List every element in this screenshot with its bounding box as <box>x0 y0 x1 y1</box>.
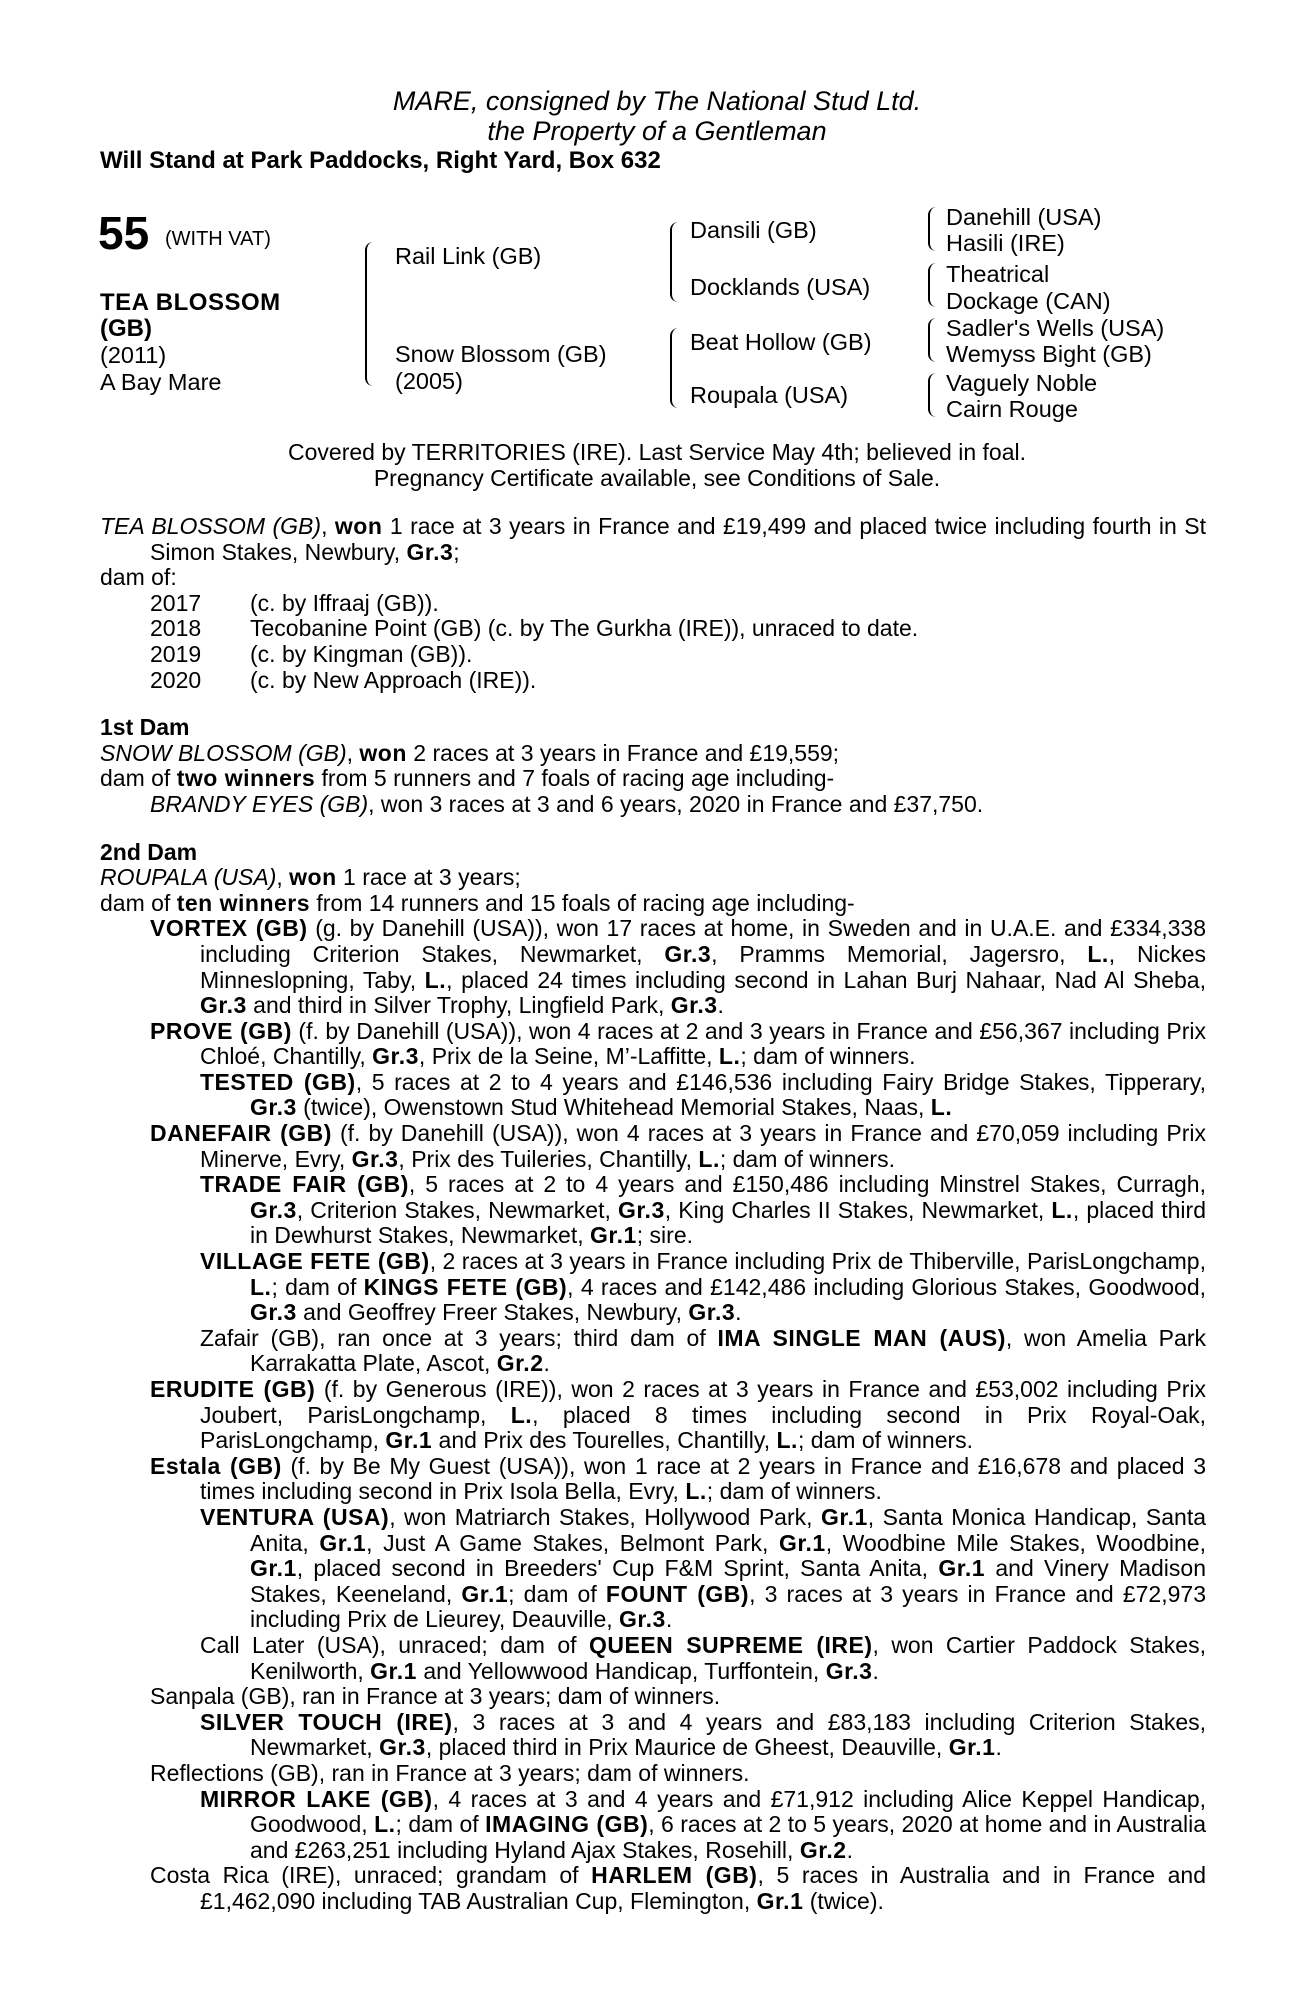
pedigree-g3-2: Hasili (IRE) <box>946 230 1065 256</box>
entry-text: (f. by Danehill (USA)), won 4 races at 3 years in France and £70,059 including Prix Minerve, Evry, <box>200 1120 1206 1172</box>
entry-text: , Prix des Tuileries, Chantilly, <box>398 1145 699 1172</box>
listed-label: L. <box>930 1094 953 1121</box>
entry-text: , 4 races at 3 and 4 years and £71,912 including Alice Keppel Handicap, Goodwood, <box>250 1785 1206 1838</box>
listed-label: L. <box>374 1811 396 1838</box>
entry-call-later <box>100 1633 1206 1684</box>
grade-label: Gr.3 <box>688 1299 736 1326</box>
pedigree-dam-year: (2005) <box>395 368 463 394</box>
grade-label: Gr.1 <box>250 1555 297 1582</box>
grade-label: Gr.3 <box>670 992 718 1019</box>
entry-text: Zafair (GB), ran once at 3 years; third dam of <box>200 1324 718 1351</box>
entry-text: , won Amelia Park Karrakatta Plate, Ascot, <box>250 1324 1206 1377</box>
won-label: won <box>289 864 337 891</box>
pedigree-sire-dam: Docklands (USA) <box>690 274 871 300</box>
entry-text: and Prix des Tourelles, Chantilly, <box>432 1427 777 1454</box>
entry-text: , Santa Monica Handicap, Santa Anita, <box>250 1503 1206 1556</box>
horse-name: KINGS FETE (GB) <box>363 1273 568 1300</box>
progeny-name: BRANDY EYES (GB) <box>150 790 369 817</box>
grade-label: Gr.3 <box>825 1657 873 1684</box>
listed-label: L. <box>698 1145 720 1172</box>
entry-text: ; dam of <box>395 1811 486 1838</box>
progeny-text: (c. by Kingman (GB)). <box>250 640 473 667</box>
entry-text: ; dam of <box>271 1273 364 1300</box>
first-dam-name: SNOW BLOSSOM (GB) <box>100 739 347 766</box>
entry-village-fete <box>100 1249 1206 1326</box>
progeny-row <box>100 591 1206 617</box>
entry-text: , 3 races at 3 and 4 years and £83,183 including Criterion Stakes, Newmarket, <box>250 1708 1206 1761</box>
grade-label: Gr.3 <box>617 1196 665 1223</box>
progeny-year: 2017 <box>150 589 202 616</box>
first-dam-heading: 1st Dam <box>100 714 190 741</box>
pedigree-brace-sire-dam <box>365 242 375 386</box>
header-line-2: the Property of a Gentleman <box>487 116 827 146</box>
entry-reflections: Reflections (GB), ran in France at 3 years; dam of winners. <box>150 1759 750 1786</box>
entry-text: ; dam of winners. <box>740 1043 916 1070</box>
horse-name: VENTURA (USA) <box>200 1503 390 1530</box>
grade-label: Gr.1 <box>590 1222 637 1249</box>
entry-text: and Yellowwood Handicap, Turffontein, <box>416 1657 826 1684</box>
horse-description: A Bay Mare <box>100 369 222 395</box>
entry-text: , placed second in Breeders' Cup F&M Sprint, Santa Anita, <box>296 1555 939 1582</box>
grade-label: Gr.2 <box>496 1350 544 1377</box>
grade-label: Gr.3 <box>351 1145 399 1172</box>
entry-text: . <box>717 992 724 1019</box>
dam-of-post: from 5 runners and 7 foals of racing age including- <box>315 765 835 792</box>
entry-text: , Pramms Memorial, Jagersro, <box>711 940 1088 967</box>
progeny-row <box>100 642 1206 668</box>
grade-label: Gr.3 <box>406 538 454 565</box>
pedigree-g3-6: Wemyss Bight (GB) <box>946 341 1152 367</box>
entry-text: (f. by Generous (IRE)), won 2 races at 3 years in France and £53,002 including Prix Joubert, ParisLongchamp, <box>200 1376 1206 1428</box>
listed-label: L. <box>718 1043 741 1070</box>
first-dam-text: 2 races at 3 years in France and £19,559; <box>406 739 840 766</box>
horse-name: PROVE (GB) <box>150 1017 292 1044</box>
entry-text: , 5 races at 2 to 4 years and £150,486 including Minstrel Stakes, Curragh, <box>408 1171 1206 1198</box>
entry-text: ; dam of winners. <box>719 1145 895 1172</box>
horse-name: IMAGING (GB) <box>485 1811 649 1838</box>
grade-label: Gr.3 <box>200 992 247 1019</box>
grade-label: Gr.3 <box>379 1734 426 1761</box>
second-dam-heading: 2nd Dam <box>100 838 198 865</box>
horse-country: (GB) <box>100 315 152 342</box>
horse-name: SILVER TOUCH (IRE) <box>200 1708 453 1735</box>
entry-text: , won Cartier Paddock Stakes, Kenilworth, <box>250 1631 1206 1684</box>
entry-zafair <box>100 1326 1206 1377</box>
grade-label: Gr.1 <box>461 1580 509 1607</box>
pedigree-brace-g3-3 <box>928 318 938 362</box>
progeny-row <box>100 668 1206 694</box>
listed-label: L. <box>1087 940 1109 967</box>
grade-label: Gr.1 <box>948 1734 996 1761</box>
progeny-list <box>100 591 1206 693</box>
pedigree-g3-8: Cairn Rouge <box>946 396 1078 422</box>
horse-year: (2011) <box>100 342 167 368</box>
horse-name: MIRROR LAKE (GB) <box>200 1785 433 1812</box>
listed-label: L. <box>250 1273 272 1300</box>
horse-name: QUEEN SUPREME (IRE) <box>588 1631 873 1658</box>
entry-text: . <box>543 1350 550 1377</box>
entry-text: , won Matriarch Stakes, Hollywood Park, <box>389 1503 821 1530</box>
entry-text: , placed third in Dewhurst Stakes, Newmarket, <box>250 1196 1206 1249</box>
entry-prove <box>100 1019 1206 1070</box>
entry-text: , King Charles II Stakes, Newmarket, <box>664 1196 1052 1223</box>
entry-text: . <box>735 1299 742 1326</box>
horse-name: TESTED (GB) <box>200 1068 356 1095</box>
entry-trade-fair <box>100 1172 1206 1249</box>
won-label: won <box>359 739 407 766</box>
horse-name: Estala (GB) <box>150 1452 282 1479</box>
second-dam-text: 1 race at 3 years; <box>336 864 521 891</box>
pedigree-sire: Rail Link (GB) <box>395 243 542 269</box>
entry-text: Call Later (USA), unraced; dam of <box>200 1631 589 1658</box>
grade-label: Gr.1 <box>778 1529 826 1556</box>
grade-label: Gr.1 <box>756 1887 804 1914</box>
entry-text: , placed 8 times including second in Prix Royal-Oak, ParisLongchamp, <box>200 1401 1206 1454</box>
entry-estala <box>100 1454 1206 1505</box>
entry-text: and Geoffrey Freer Stakes, Newbury, <box>296 1299 689 1326</box>
entry-text: (g. by Danehill (USA)), won 17 races at home, in Sweden and in U.A.E. and £334,338 including Criterion Stakes, Newmarket, <box>200 915 1207 967</box>
grade-label: Gr.3 <box>664 940 712 967</box>
horse-name: FOUNT (GB) <box>605 1580 750 1607</box>
horse-name-italic: TEA BLOSSOM (GB) <box>100 513 322 539</box>
first-dam-produce <box>100 766 1206 792</box>
header-line-1: MARE, consigned by The National Stud Ltd. <box>392 86 922 116</box>
entry-ventura <box>100 1505 1206 1633</box>
entry-mirror-lake <box>100 1787 1206 1864</box>
grade-label: Gr.1 <box>370 1657 417 1684</box>
winners-label: two winners <box>176 765 316 792</box>
pedigree-sire-sire: Dansili (GB) <box>690 217 817 243</box>
entry-text: , Criterion Stakes, Newmarket, <box>296 1196 618 1223</box>
entry-text: and third in Silver Trophy, Lingfield Park, <box>246 992 671 1019</box>
entry-text: , Prix de la Seine, M’-Laffitte, <box>418 1043 719 1070</box>
covered-line-1: Covered by TERRITORIES (IRE). Last Service May 4th; believed in foal. <box>288 439 1026 465</box>
grade-label: Gr.3 <box>250 1094 297 1121</box>
pedigree-g3-1: Danehill (USA) <box>946 204 1102 230</box>
second-dam-name: ROUPALA (USA) <box>100 864 277 891</box>
entry-text: ; dam of <box>508 1580 606 1607</box>
header-line-3: Will Stand at Park Paddocks, Right Yard, Box 632 <box>100 147 661 174</box>
entry-text: , Just A Game Stakes, Belmont Park, <box>366 1529 779 1556</box>
entry-text: ; dam of winners. <box>797 1427 974 1454</box>
entry-text: . <box>995 1734 1002 1761</box>
winners-label: ten winners <box>176 889 311 916</box>
lot-number: 55 <box>98 207 150 259</box>
entry-text: , 2 races at 3 years in France including Prix de Thiberville, ParisLongchamp, <box>429 1248 1206 1275</box>
progeny-text: (c. by Iffraaj (GB)). <box>250 589 439 616</box>
listed-label: L. <box>1051 1196 1073 1223</box>
dam-of-text: dam of <box>100 889 177 916</box>
horse-name: TEA BLOSSOM <box>100 289 281 316</box>
entry-vortex <box>100 916 1206 1018</box>
listed-label: L. <box>685 1478 707 1505</box>
grade-label: Gr.1 <box>319 1529 367 1556</box>
pedigree-g3-3: Theatrical <box>946 261 1050 287</box>
horse-name: IMA SINGLE MAN (AUS) <box>717 1324 1006 1351</box>
progeny-row <box>100 616 1206 642</box>
grade-label: Gr.3 <box>619 1606 666 1633</box>
dam-of-text: dam of <box>100 765 177 792</box>
progeny-year: 2018 <box>150 615 202 642</box>
pedigree-g3-5: Sadler's Wells (USA) <box>946 315 1165 341</box>
second-dam-produce <box>100 891 1206 917</box>
entry-text: (f. by Danehill (USA)), won 4 races at 2 and 3 years in France and £56,367 including Prix Chloé, Chantilly, <box>200 1017 1206 1070</box>
horse-name: HARLEM (GB) <box>591 1862 758 1889</box>
grade-label: Gr.3 <box>372 1043 419 1070</box>
entry-costa-rica <box>100 1863 1206 1914</box>
entry-text: , 6 races at 2 to 5 years, 2020 at home and in Australia and £263,251 including Hyland Ajax Stakes, Rosehill, <box>250 1811 1207 1863</box>
catalogue-body <box>100 514 1206 1914</box>
horse-name: VILLAGE FETE (GB) <box>200 1248 430 1275</box>
pedigree-dam: Snow Blossom (GB) <box>395 341 607 367</box>
entry-text: , Woodbine Mile Stakes, Woodbine, <box>825 1529 1206 1556</box>
covered-line-2: Pregnancy Certificate available, see Conditions of Sale. <box>373 465 941 491</box>
dam-of-post: from 14 runners and 15 foals of racing age including- <box>310 889 855 916</box>
horse-name: VORTEX (GB) <box>150 915 308 942</box>
pedigree-g3-7: Vaguely Noble <box>946 370 1098 396</box>
entry-silver-touch <box>100 1710 1206 1761</box>
entry-text: ; sire. <box>636 1222 694 1249</box>
progeny-year: 2020 <box>150 666 202 693</box>
intro-paragraph: TEA BLOSSOM (GB), won 1 race at 3 years in France and £19,499 and placed twice including fourth in St Simon Stakes, Newbury, Gr.3; <box>100 513 1206 565</box>
grade-label: Gr.1 <box>938 1555 986 1582</box>
entry-text: . <box>665 1606 673 1633</box>
grade-label: Gr.1 <box>385 1427 433 1454</box>
vat-label: (WITH VAT) <box>165 228 271 250</box>
pedigree-g3-4: Dockage (CAN) <box>946 288 1111 314</box>
progeny-text: (c. by New Approach (IRE)). <box>250 666 537 693</box>
entry-tested <box>100 1070 1206 1121</box>
pedigree-dam-dam: Roupala (USA) <box>690 382 849 408</box>
entry-text: and Vinery Madison Stakes, Keeneland, <box>250 1555 1207 1607</box>
entry-text: ; dam of winners. <box>706 1478 882 1505</box>
second-dam-line: ROUPALA (USA), won 1 race at 3 years; <box>100 864 521 891</box>
entry-text: Costa Rica (IRE), unraced; grandam of <box>150 1862 592 1889</box>
won-label: won <box>334 513 383 539</box>
listed-label: L. <box>424 966 447 993</box>
pedigree-dam-sire: Beat Hollow (GB) <box>690 329 872 355</box>
entry-text: , 5 races at 2 to 4 years and £146,536 including Fairy Bridge Stakes, Tipperary, <box>355 1068 1206 1095</box>
entry-text: (twice), Owenstown Stud Whitehead Memorial Stakes, Naas, <box>296 1094 931 1121</box>
grade-label: Gr.3 <box>250 1299 297 1326</box>
pedigree-brace-dam-line <box>670 328 680 408</box>
entry-text: , 5 races in Australia and in France and £1,462,090 including TAB Australian Cup, Flemington, <box>200 1862 1206 1914</box>
intro-text: 1 race at 3 years in France and £19,499 and placed twice including fourth in St Simon Stakes, Newbury, <box>150 513 1206 565</box>
grade-label: Gr.3 <box>250 1196 297 1223</box>
entry-text: (f. by Be My Guest (USA)), won 1 race at 2 years in France and £16,678 and placed 3 times including second in Prix Isola Bella, Evry, <box>200 1452 1206 1505</box>
progeny-text: , won 3 races at 3 and 6 years, 2020 in France and £37,750. <box>368 790 984 817</box>
first-dam-line: SNOW BLOSSOM (GB), won 2 races at 3 years in France and £19,559; <box>100 739 840 766</box>
entry-text: , placed 24 times including second in Lahan Burj Nahaar, Nad Al Sheba, <box>446 966 1206 993</box>
entry-text: (twice). <box>803 1887 884 1914</box>
pedigree-brace-g3-4 <box>928 373 938 417</box>
pedigree-brace-g3-1 <box>928 207 938 251</box>
entry-text: , placed third in Prix Maurice de Gheest, Deauville, <box>425 1734 949 1761</box>
listed-label: L. <box>776 1427 798 1454</box>
grade-label: Gr.1 <box>821 1503 868 1530</box>
progeny-text: Tecobanine Point (GB) (c. by The Gurkha (IRE)), unraced to date. <box>250 615 919 642</box>
pedigree-brace-g3-2 <box>928 263 938 307</box>
horse-name: DANEFAIR (GB) <box>150 1120 332 1147</box>
first-dam-progeny <box>100 792 1206 818</box>
horse-name: ERUDITE (GB) <box>150 1376 316 1402</box>
pedigree-brace-sire-line <box>670 222 680 302</box>
horse-name: TRADE FAIR (GB) <box>200 1171 409 1198</box>
entry-erudite <box>100 1377 1206 1454</box>
listed-label: L. <box>510 1401 533 1428</box>
dam-of-label: dam of: <box>100 564 177 591</box>
intro-semicolon: ; <box>453 538 460 565</box>
entry-danefair <box>100 1121 1206 1172</box>
grade-label: Gr.2 <box>799 1836 847 1863</box>
entry-text: , 4 races and £142,486 including Glorious Stakes, Goodwood, <box>567 1273 1206 1300</box>
progeny-year: 2019 <box>150 640 202 667</box>
entry-text: , 3 races at 3 years in France and £72,973 including Prix de Lieurey, Deauville, <box>250 1580 1206 1633</box>
entry-text: . <box>872 1657 879 1684</box>
entry-text: , Nickes Minneslopning, Taby, <box>200 940 1206 993</box>
entry-text: . <box>846 1836 853 1863</box>
entry-sanpala: Sanpala (GB), ran in France at 3 years; dam of winners. <box>150 1683 721 1710</box>
